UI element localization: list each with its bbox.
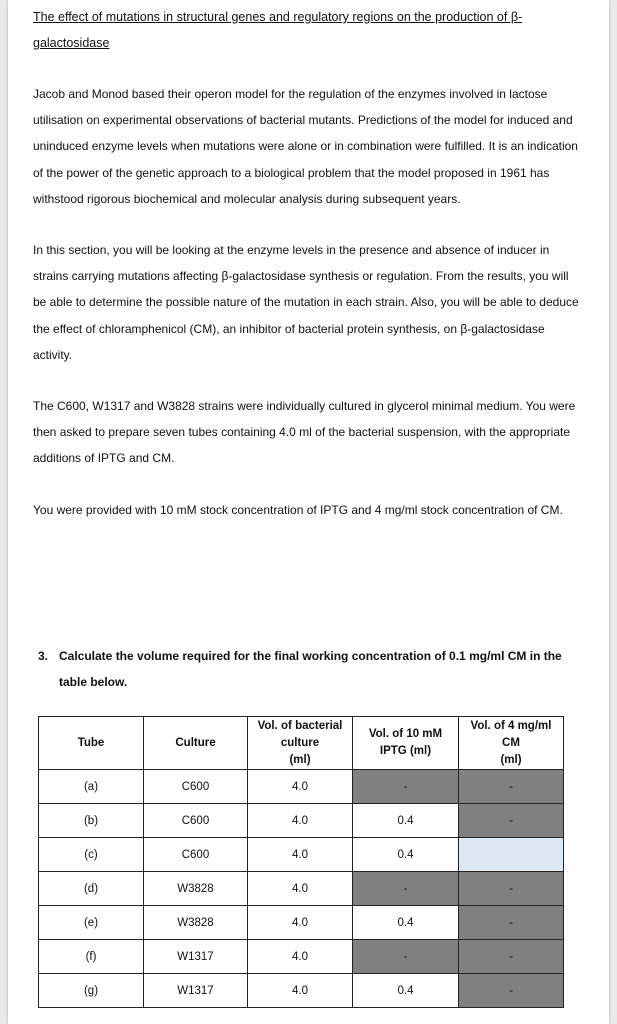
header-cm-line1: Vol. of 4 mg/ml — [470, 719, 552, 732]
cell-cm-volume: - — [458, 940, 563, 974]
cell-tube: (b) — [39, 804, 144, 838]
cell-bacterial-volume: 4.0 — [247, 940, 352, 974]
cell-culture: C600 — [144, 838, 248, 872]
cell-iptg-volume: 0.4 — [352, 804, 458, 838]
question-text: Calculate the volume required for the final working concentration of 0.1 mg/ml CM in the table below. — [59, 649, 562, 689]
cell-bacterial-volume: 4.0 — [247, 804, 352, 838]
table-row — [39, 940, 564, 974]
cell-bacterial-volume: 4.0 — [247, 906, 352, 940]
cell-tube: (g) — [39, 974, 144, 1008]
table-row — [39, 804, 564, 838]
cell-culture: W1317 — [144, 974, 248, 1008]
cell-cm-volume: - — [458, 974, 563, 1008]
cell-iptg-volume: 0.4 — [352, 906, 458, 940]
header-bacterial-volume-line1: Vol. of bacterial — [257, 719, 343, 732]
header-culture: Culture — [144, 717, 248, 770]
cell-bacterial-volume: 4.0 — [247, 838, 352, 872]
cell-bacterial-volume: 4.0 — [247, 770, 352, 804]
header-cm-line2: CM — [502, 736, 520, 749]
question-number: 3. — [38, 649, 49, 663]
cell-iptg-volume: - — [352, 872, 458, 906]
table-row — [39, 872, 564, 906]
cell-tube: (a) — [39, 770, 144, 804]
table-row — [39, 974, 564, 1008]
tube-volume-table — [38, 716, 564, 1008]
cell-cm-volume: - — [458, 906, 563, 940]
question-3 — [38, 643, 578, 695]
cell-tube: (d) — [39, 872, 144, 906]
cell-iptg-volume: - — [352, 770, 458, 804]
cell-iptg-volume: - — [352, 940, 458, 974]
cell-tube: (f) — [39, 940, 144, 974]
cell-culture: C600 — [144, 804, 248, 838]
cell-iptg-volume: 0.4 — [352, 838, 458, 872]
cell-bacterial-volume: 4.0 — [247, 872, 352, 906]
cell-tube: (c) — [39, 838, 144, 872]
cell-culture: W1317 — [144, 940, 248, 974]
cell-cm-volume: - — [458, 872, 563, 906]
table-header-row — [39, 717, 564, 770]
cell-tube: (e) — [39, 906, 144, 940]
paragraph-stock-solutions: You were provided with 10 mM stock concentration of IPTG and 4 mg/ml stock concentration of CM. — [33, 502, 563, 517]
cell-iptg-volume: 0.4 — [352, 974, 458, 1008]
table-row — [39, 770, 564, 804]
paragraph-strains: The C600, W1317 and W3828 strains were individually cultured in glycerol minimal medium. You were then asked to prepare seven tubes containing 4.0 ml of the bacterial suspension, with the appropriate additions of IPTG and CM. — [33, 399, 576, 466]
paragraph-operon-model: Jacob and Monod based their operon model for the regulation of the enzymes involved in lactose utilisation on experimental observations of bacterial mutants. Predictions of the model for induced and uninduced enzyme levels when mutations were alone or in combination were fulfilled. It is an indication of the power of the genetic approach to a biological problem that the model proposed in 1961 has withstood rigorous biochemical and molecular analysis during subsequent years. — [33, 87, 578, 206]
table-row — [39, 838, 564, 872]
document-title: The effect of mutations in structural genes and regulatory regions on the production of β-galactosidase — [33, 10, 523, 50]
header-tube: Tube — [39, 717, 144, 770]
cell-culture: W3828 — [144, 906, 248, 940]
document-page — [8, 0, 609, 1024]
cell-culture: W3828 — [144, 872, 248, 906]
cell-bacterial-volume: 4.0 — [247, 974, 352, 1008]
header-cm-line3: (ml) — [500, 753, 522, 766]
cell-culture: C600 — [144, 770, 248, 804]
header-cm-volume — [458, 717, 563, 770]
header-iptg-line1: Vol. of 10 mM — [368, 728, 443, 740]
paragraph-section-intro: In this section, you will be looking at the enzyme levels in the presence and absence of inducer in strains carrying mutations affecting β-galactosidase synthesis or regulation. From the results, you will be able to determine the possible nature of the mutation in each strain. Also, you will be able to deduce the effect of chloramphenicol (CM), an inhibitor of bacterial protein synthesis, on β-galactosidase activity. — [33, 243, 579, 362]
header-iptg-volume — [352, 717, 458, 770]
table-row — [39, 906, 564, 940]
header-bacterial-volume — [247, 717, 352, 770]
header-bacterial-volume-line3: (ml) — [289, 753, 311, 766]
cell-cm-volume: - — [458, 804, 563, 838]
header-iptg-line2: IPTG (ml) — [379, 745, 432, 757]
header-bacterial-volume-line2: culture — [280, 736, 320, 749]
document-body — [33, 4, 581, 523]
cm-volume-answer-cell[interactable] — [458, 838, 563, 872]
cell-cm-volume: - — [458, 770, 563, 804]
